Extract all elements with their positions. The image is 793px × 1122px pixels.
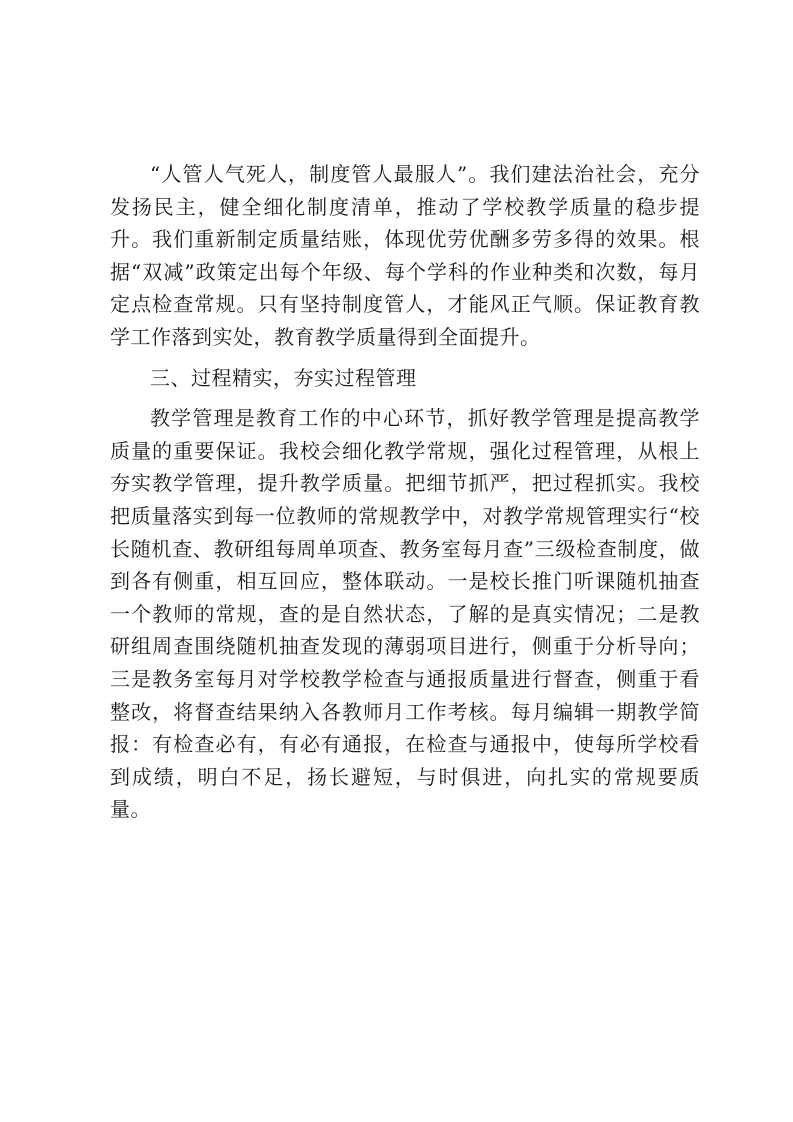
paragraph-institution-management: “人管人气死人，制度管人最服人”。我们建法治社会，充分发扬民主，健全细化制度清单，推动了学校教学质量的稳步提升。我们重新制定质量结账，体现优劳优酬多劳多得的效果。根据“双减”政策定出每个年级、每个学科的作业种类和次数，每月定点检查常规。只有坚持制度管人，才能风正气顺。保证教育教学工作落到实处，教育教学质量得到全面提升。 [110, 162, 700, 349]
document-body [110, 158, 700, 826]
paragraph-teaching-management: 教学管理是教育工作的中心环节，抓好教学管理是提高教学质量的重要保证。我校会细化教学常规，强化过程管理，从根上夯实教学管理，提升教学质量。把细节抓严，把过程抓实。我校把质量落实到每一位教师的常规教学中，对教学常规管理实行“校长随机查、教研组每周单项查、教务室每月查”三级检查制度，做到各有侧重，相互回应，整体联动。一是校长推门听课随机抽查一个教师的常规，查的是自然状态，了解的是真实情况；二是教研组周查围绕随机抽查发现的薄弱项目进行，侧重于分析导向；三是教务室每月对学校教学检查与通报质量进行督查，侧重于看整改，将督查结果纳入各教师月工作考核。每月编辑一期教学简报：有检查必有，有必有通报，在检查与通报中，使每所学校看到成绩，明白不足，扬长避短，与时俱进，向扎实的常规要质量。 [110, 406, 700, 822]
section-heading-process-management: 三、过程精实，夯实过程管理 [150, 365, 417, 390]
